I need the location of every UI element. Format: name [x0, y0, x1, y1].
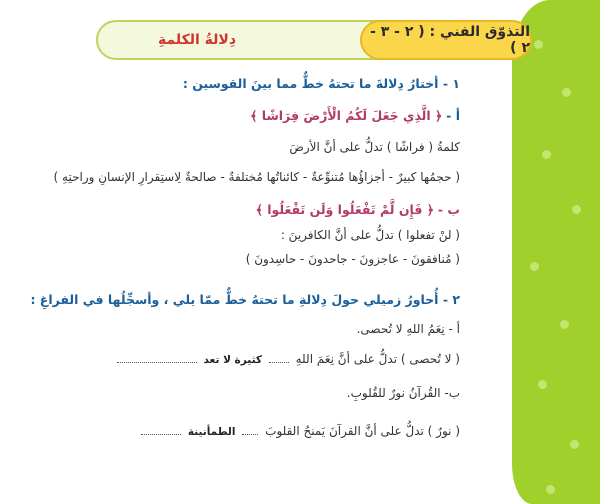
q2-a-sentence: أ - نِعَمُ اللهِ لا تُحصى.: [356, 322, 460, 336]
q1-a-statement: كلمةُ ( فراشًا ) تدلُّ على أنَّ الأرضَ: [289, 140, 460, 154]
q1-a-verse: ﴿ الَّذِي جَعَلَ لَكُمُ الْأَرْضَ فِرَاشًا ﴾: [250, 108, 443, 123]
section-tab: التذوّق الفني : ( ٢ - ٣ - ٢ ): [360, 20, 532, 60]
q1-a-options: ( حجمُها كبيرٌ - أجزاؤُها مُتنوِّعةٌ - كائناتُها مُختلفةٌ - صالحةٌ لِاستِقرارِ الإنسانِ وراحتِهِ ): [53, 170, 460, 184]
q1-b-statement: ( لنْ تفعلوا ) تدلُّ على أنَّ الكافرينَ :: [280, 228, 460, 242]
section-title: دِلالةُ الكلمةِ: [158, 32, 237, 48]
q2-a-answer-line: [114, 352, 460, 366]
q1-b-verse-line: [256, 202, 460, 217]
q1-b-options: ( مُنافقونَ - عاجزونَ - جاحدونَ - حاسِدونَ ): [245, 252, 460, 266]
decorative-green-strip: [512, 0, 600, 504]
q1-a-verse-line: [250, 108, 460, 123]
q2-b-statement: ( نورٌ ) تدلُّ على أنَّ القرآنَ يَمنحُ القلوبَ: [265, 424, 460, 438]
q1-b-verse: ﴿ فَإِن لَّمْ تَفْعَلُوا وَلَن تَفْعَلُوا ﴾: [255, 202, 435, 217]
q2-a-statement: ( لا تُحصى ) تدلُّ على أنَّ نِعَمَ اللهِ: [295, 352, 460, 366]
q1-prompt: ١ - أختارُ دِلالةَ ما تحتهُ خطٌّ مما بينَ القوسين :: [182, 76, 460, 91]
section-header: [96, 20, 532, 60]
q2-b-answer-line: [138, 424, 460, 438]
q2-b-sentence: ب- القُرآنُ نورٌ للقُلوبِ.: [346, 386, 460, 400]
q2-a-answer: كثيرة لا تعد: [203, 354, 262, 366]
q2-prompt: ٢ - أُحاورُ زميلي حولَ دِلالةِ ما تحتهُ خطٌّ ممّا يلي ، وأسجِّلُها في الفراغِ :: [30, 292, 460, 307]
q1-b-marker: ب -: [437, 202, 460, 217]
q1-a-marker: أ -: [446, 108, 460, 123]
q2-b-answer: الطمأنينة: [187, 426, 236, 438]
